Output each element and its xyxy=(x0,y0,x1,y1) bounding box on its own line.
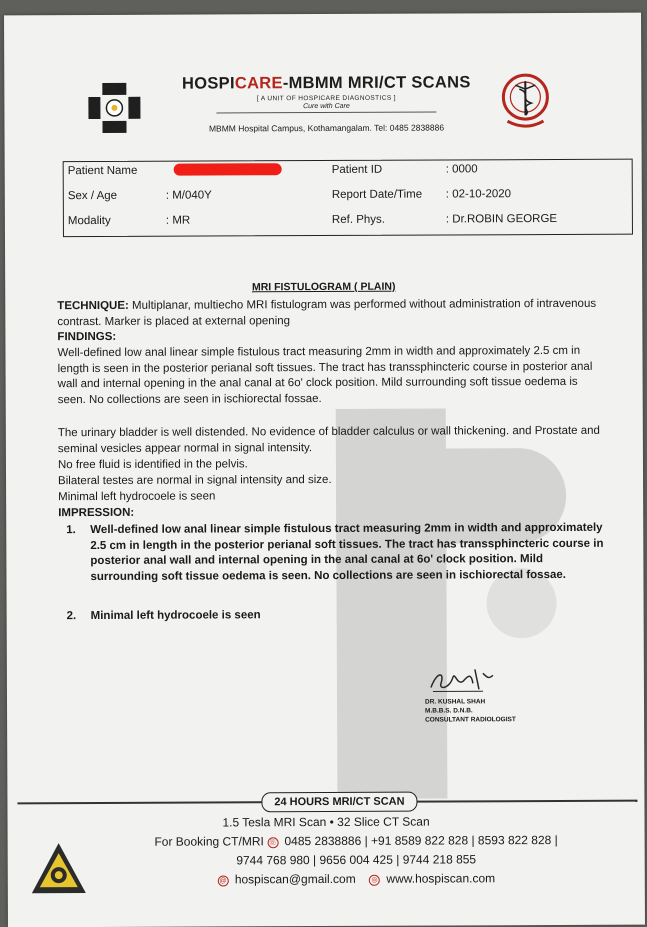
patient-id-value: : 0000 xyxy=(446,163,478,175)
report-header xyxy=(4,13,642,156)
report-date-label: Report Date/Time xyxy=(332,189,422,201)
handwritten-signature xyxy=(427,663,497,695)
ref-phys-value: : Dr.ROBIN GEORGE xyxy=(446,213,557,225)
sex-age-label: Sex / Age xyxy=(68,190,117,202)
impression-text: Minimal left hydrocoele is seen xyxy=(91,607,613,625)
brand-name-part1: HOSPI xyxy=(182,74,235,92)
impression-item xyxy=(66,521,616,603)
findings-line-4: Bilateral testes are normal in signal intensity and size. xyxy=(58,472,608,490)
caduceus-seal-icon xyxy=(499,71,551,133)
brand-tagline: Cure with Care xyxy=(176,102,476,110)
findings-label: FINDINGS: xyxy=(57,328,607,346)
doctor-role: CONSULTANT RADIOLOGIST xyxy=(425,715,516,724)
footer-website[interactable]: www.hospiscan.com xyxy=(386,871,495,885)
brand-divider xyxy=(216,112,436,114)
footer-email[interactable]: hospiscan@gmail.com xyxy=(235,872,356,887)
booking-label: For Booking CT/MRI xyxy=(154,834,263,848)
footer-booking-line xyxy=(8,833,645,850)
brand-address: MBMM Hospital Campus, Kothamangalam. Tel: 0485 2838886 xyxy=(176,122,476,133)
brand-name-part2: CARE xyxy=(235,74,283,92)
patient-info-table xyxy=(63,159,633,237)
impression-number: 1. xyxy=(66,523,76,539)
footer-contact-line xyxy=(8,871,645,888)
impression-number: 2. xyxy=(67,609,77,625)
footer-24h-badge: 24 HOURS MRI/CT SCAN xyxy=(261,792,417,813)
report-date-value: : 02-10-2020 xyxy=(446,188,511,200)
footer-scan-line: 1.5 Tesla MRI Scan • 32 Slice CT Scan xyxy=(8,814,645,831)
report-title: MRI FISTULOGRAM ( PLAIN) xyxy=(5,280,642,295)
phone-icon: ☏ xyxy=(267,837,278,848)
doctor-degrees: M.B.B.S. D.N.B. xyxy=(425,706,516,715)
modality-label: Modality xyxy=(68,215,111,227)
patient-name-label: Patient Name xyxy=(68,165,138,177)
web-icon: ◎ xyxy=(369,875,380,886)
technique-paragraph xyxy=(57,297,607,330)
impression-label: IMPRESSION: xyxy=(58,504,608,522)
impression-text: Well-defined low anal linear simple fistulous tract measuring 2mm in width and approximately 2.5 cm in length in the posterior perianal soft tissues. The tract has transsphincteric course in posterior anal wall and internal opening in the anal canal at 6o' clock position. Mild surrounding soft tissue oedema is seen. No collections are seen in ischiorectal fossae. xyxy=(90,521,612,585)
technique-text: Multiplanar, multiecho MRI fistulogram was performed without administration of intravenous contrast. Marker is placed at external opening xyxy=(57,298,596,328)
hospicare-cross-logo-icon xyxy=(82,77,146,139)
brand-name xyxy=(176,73,476,93)
brand-block xyxy=(176,73,476,133)
brand-unit: [ A UNIT OF HOSPICARE DIAGNOSTICS ] xyxy=(176,94,476,102)
technique-label: TECHNIQUE: xyxy=(57,300,129,312)
accreditation-badge-icon xyxy=(30,841,88,897)
brand-name-part3: -MBMM MRI/CT SCANS xyxy=(283,73,471,92)
findings-paragraph-1: Well-defined low anal linear simple fistulous tract measuring 2mm in width and approximately 2.5 cm in length is seen in the posterior perianal soft tissues. The tract has transsphincteric course in posterior anal wall and internal opening in the anal canal at 6o' clock position. Mild surrounding soft tissue oedema is seen. No collections are seen in ischiorectal fossae. xyxy=(57,344,607,408)
modality-value: : MR xyxy=(166,215,190,227)
doctor-name: DR. KUSHAL SHAH xyxy=(425,697,516,706)
findings-paragraph-2: The urinary bladder is well distended. No evidence of bladder calculus or wall thickening. and Prostate and seminal vesicles appear normal in signal intensity. xyxy=(58,424,608,457)
findings-line-5: Minimal left hydrocoele is seen xyxy=(58,488,608,506)
signature-block xyxy=(425,663,585,734)
report-paper xyxy=(4,13,645,927)
findings-line-3: No free fluid is identified in the pelvis. xyxy=(58,456,608,474)
impression-item xyxy=(67,607,617,625)
phones-line-1: 0485 2838886 | +91 8589 822 828 | 8593 822 828 | xyxy=(284,833,557,848)
ref-phys-label: Ref. Phys. xyxy=(332,214,385,226)
sex-age-value: : M/040Y xyxy=(166,189,212,201)
email-icon: @ xyxy=(217,875,228,886)
patient-name-redaction xyxy=(174,163,282,175)
phones-line-2: 9744 768 980 | 9656 004 425 | 9744 218 855 xyxy=(8,852,645,869)
patient-id-label: Patient ID xyxy=(332,164,383,176)
